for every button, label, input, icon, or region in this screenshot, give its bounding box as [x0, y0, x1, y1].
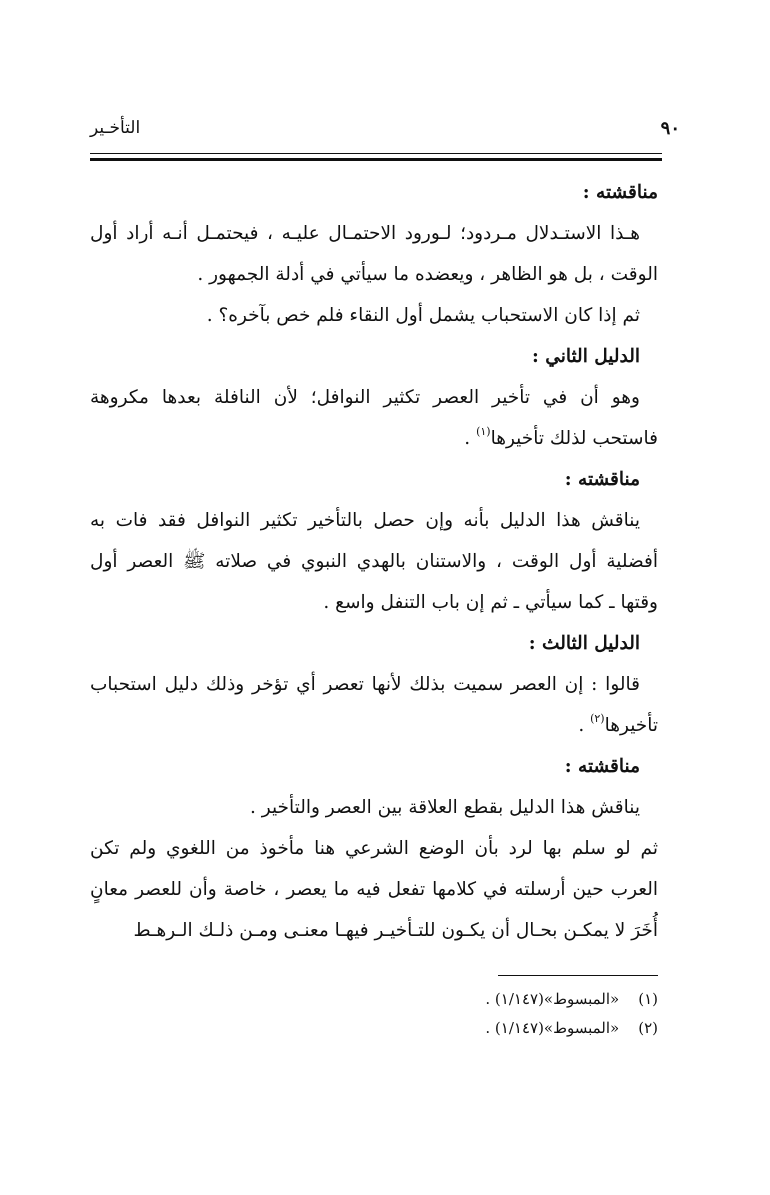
footnote-mark: (١)	[638, 990, 658, 1008]
paragraph-7: ثم لو سلم بها لرد بأن الوضع الشرعي هنا مأخوذ من اللغوي ولم تكن العرب حين أرسلته في كلامها تفعل فيه ما يعصر ، خاصة وأن للعصر معانٍ أُخَرَ لا يمكـن بحـال أن يكـون للتـأخيـر فيهـا معنـى ومـن ذلـك الـرهـط	[90, 838, 658, 941]
footnote-mark: (٢)	[638, 1019, 658, 1037]
paragraph-1: هـذا الاستـدلال مـردود؛ لـورود الاحتمـال عليـه ، فيحتمـل أنـه أراد أول الوقت ، بل هو الظاهر ، ويعضده ما سيأتي في أدلة الجمهور .	[90, 223, 658, 285]
paragraph-3-end: .	[464, 428, 477, 449]
paragraph-5	[90, 664, 658, 746]
section-heading-discussion-2: مناقشته :	[564, 469, 640, 490]
footnotes	[300, 985, 658, 1043]
paragraph-3	[90, 377, 658, 459]
paragraph-5-end: .	[578, 715, 591, 736]
page-header	[90, 118, 680, 144]
footnote-ref-2[interactable]: (٢)	[590, 712, 605, 725]
header-rule-thick	[90, 158, 662, 161]
paragraph-2: ثم إذا كان الاستحباب يشمل أول النقاء فلم خص بآخره؟ .	[206, 305, 640, 326]
section-heading-third-evidence: الدليل الثالث :	[528, 633, 640, 654]
footnote-text: «المبسوط»(١/١٤٧) .	[485, 1019, 620, 1037]
main-text	[90, 172, 658, 951]
header-rule-thin	[90, 153, 662, 154]
footnote-1	[300, 985, 658, 1014]
paragraph-6: يناقش هذا الدليل بقطع العلاقة بين العصر والتأخير .	[250, 797, 640, 818]
section-heading-discussion-3: مناقشته :	[564, 756, 640, 777]
footnote-2	[300, 1014, 658, 1043]
paragraph-3-text: وهو أن في تأخير العصر تكثير النوافل؛ لأن النافلة بعدها مكروهة فاستحب لذلك تأخيرها	[90, 387, 658, 449]
paragraph-4: يناقش هذا الدليل بأنه وإن حصل بالتأخير تكثير النوافل فقد فات به أفضلية أول الوقت ، والاستنان بالهدي النبوي في صلاته ﷺ العصر أول وقتها ـ كما سيأتي ـ ثم إن باب التنفل واسع .	[90, 510, 658, 613]
footnote-ref-1[interactable]: (١)	[476, 425, 491, 438]
footnote-text: «المبسوط»(١/١٤٧) .	[485, 990, 620, 1008]
paragraph-5-text: قالوا : إن العصر سميت بذلك لأنها تعصر أي تؤخر وذلك دليل استحباب تأخيرها	[90, 674, 658, 736]
page-number: ٩٠	[660, 118, 680, 139]
footnote-separator	[498, 975, 658, 976]
section-heading-second-evidence: الدليل الثاني :	[532, 346, 640, 367]
section-heading-discussion-1: مناقشته :	[582, 182, 658, 203]
running-title: التأخـير	[90, 118, 141, 138]
